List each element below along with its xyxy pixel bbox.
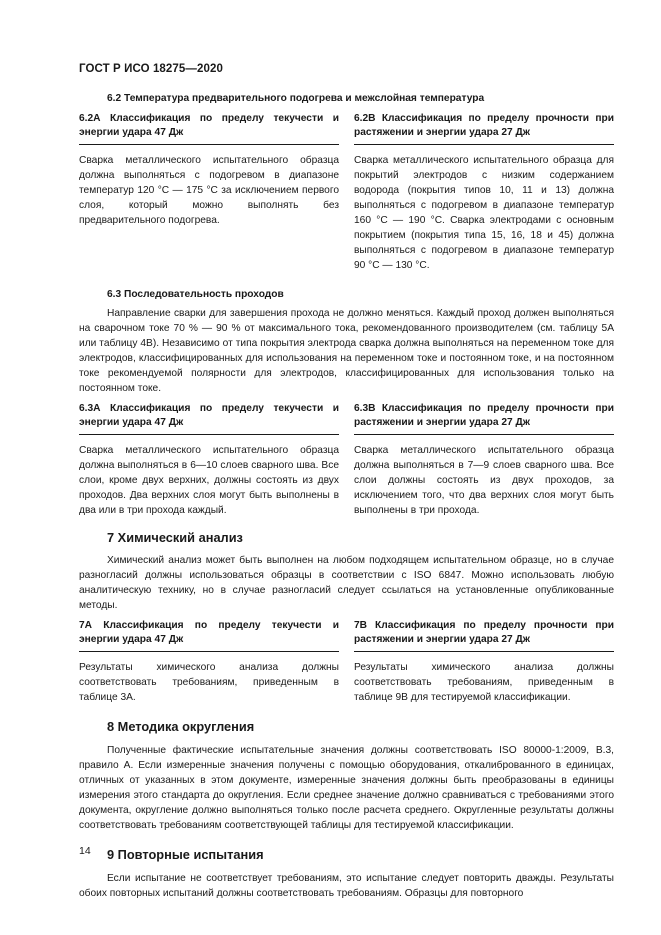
section-6-2a-text: Сварка металлического испытательного образца должна выполняться с подогревом в диапазоне температур 120 °С — 175 °С за исключением первого слоя, который можно выполнять без предварительного подогрева. <box>79 155 339 226</box>
section-7-title: 7 Химический анализ <box>107 530 243 545</box>
section-6-3a-column <box>79 402 339 518</box>
section-7-text: Химический анализ может быть выполнен на любом подходящем испытательном образце, но в случае разногласий должны использоваться образцы в соответствии с ISO 6847. Можно использовать любую аналитическую технику, но в случае разногласий следует ссылаться на установленные опубликованные методы. <box>79 555 614 611</box>
section-6-2a-column <box>79 112 339 273</box>
section-6-2b-text: Сварка металлического испытательного образца для покрытий электродов с низким содержанием водорода (покрытия типов 10, 11 и 13) должна выполняться с подогревом в диапазоне температур 160 °С — 190 °С. Сварка электродами с основным покрытием (покрытия типа 15, 16, 18 и 45) должна выполняться с подогревом в диапазоне температур 90 °С — 130 °С. <box>354 155 614 271</box>
page-content <box>79 92 614 901</box>
section-6-3b-text: Сварка металлического испытательного образца должна выполняться в 7—9 слоев сварного шва. Все слои должны состоять из двух проходов, за исключением того, что два верхних слоя могут быть выполнены в три прохода. <box>354 445 614 516</box>
section-6-3-title: 6.3 Последовательность проходов <box>107 289 284 300</box>
page-number: 14 <box>79 845 91 857</box>
section-6-3a-text: Сварка металлического испытательного образца должна выполняться в 6—10 слоев сварного шва. Все слои, кроме двух верхних, должны состоять из двух проходов. Два верхних слоя могут быть выполнены в два или в три прохода каждый. <box>79 445 339 516</box>
section-7a-column <box>79 619 339 705</box>
section-7-columns <box>79 619 614 705</box>
section-7b-text: Результаты химического анализа должны соответствовать требованиям, приведенным в таблице 9В для тестируемой классификации. <box>354 662 614 703</box>
section-8-title: 8 Методика округления <box>107 719 255 734</box>
section-7b-column <box>354 619 614 705</box>
section-6-3b-column <box>354 402 614 518</box>
section-6-2-title: 6.2 Температура предварительного подогрева и межслойная температура <box>107 93 485 104</box>
section-9-title: 9 Повторные испытания <box>107 847 264 862</box>
section-7b-heading: 7В Классификация по пределу прочности при растяжении и энергии удара 27 Дж <box>354 619 614 652</box>
section-6-3-text: Направление сварки для завершения прохода не должно меняться. Каждый проход должен выполняться на сварочном токе 70 % — 90 % от максимального тока, рекомендованного производителем (см. таблицу 5А или таблицу 4В). Независимо от типа покрытия электрода сварка должна выполняться на переменном токе для электродов, классифицированных для использования на переменном токе и постоянном токе, и на постоянном токе рекомендуемой полярности для электродов, классифицированных для использования только на постоянном токе. <box>79 308 614 394</box>
document-id: ГОСТ Р ИСО 18275—2020 <box>79 63 224 75</box>
section-7a-text: Результаты химического анализа должны соответствовать требованиям, приведенным в таблице 3А. <box>79 662 339 703</box>
section-7a-heading: 7А Классификация по пределу текучести и энергии удара 47 Дж <box>79 619 339 652</box>
section-6-3b-heading: 6.3В Классификация по пределу прочности при растяжении и энергии удара 27 Дж <box>354 402 614 435</box>
section-6-3-columns <box>79 402 614 518</box>
section-8-text: Полученные фактические испытательные значения должны соответствовать ISO 80000-1:2009, В.3, правило А. Если измеренные значения получены с помощью оборудования, откалиброванного в единицах, отличных от указанных в этом документе, измеренные значения должны быть преобразованы в единицы измерения этого стандарта до округления. Если среднее значение должно сравниваться с требованиями этого документа, округление должно выполняться только после расчета среднего. Округленные результаты должны соответствовать требованиям соответствующей таблицы для тестируемой классификации. <box>79 745 614 831</box>
section-6-2a-heading: 6.2А Классификация по пределу текучести и энергии удара 47 Дж <box>79 112 339 145</box>
section-6-2b-column <box>354 112 614 273</box>
section-6-2-columns <box>79 112 614 273</box>
section-9-text: Если испытание не соответствует требованиям, это испытание следует повторить дважды. Результаты обоих повторных испытаний должны соответствовать требованиям. Образцы для повторного <box>79 873 614 899</box>
section-6-2b-heading: 6.2В Классификация по пределу прочности при растяжении и энергии удара 27 Дж <box>354 112 614 145</box>
section-6-3a-heading: 6.3А Классификация по пределу текучести и энергии удара 47 Дж <box>79 402 339 435</box>
